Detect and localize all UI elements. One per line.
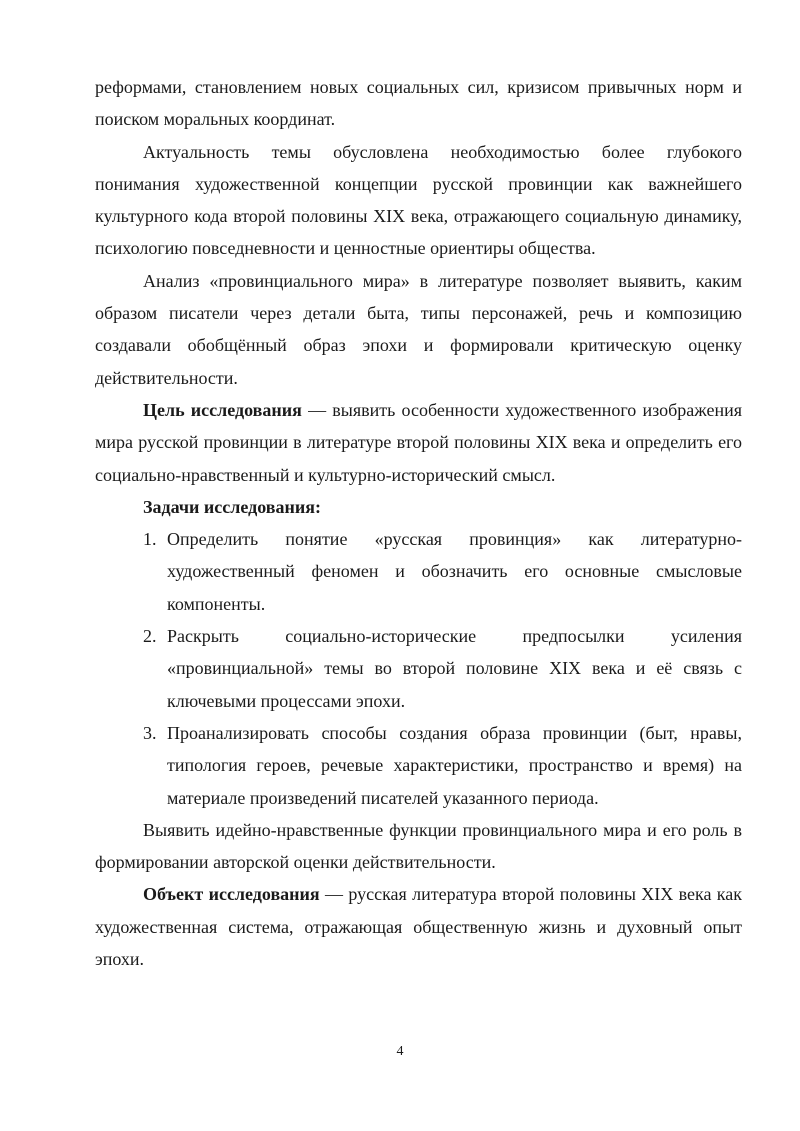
paragraph-continuation: реформами, становлением новых социальных сил, кризисом привычных норм и поиском моральных координат. xyxy=(95,77,742,130)
list-item xyxy=(95,523,742,620)
tasks-list xyxy=(95,523,742,814)
list-item xyxy=(95,620,742,717)
goal-label: Цель исследования xyxy=(143,399,302,420)
list-item-text: Раскрыть социально-исторические предпосылки усиления «провинциальной» темы во второй половине XIX века и её связь с ключевыми процессами эпохи. xyxy=(167,626,742,711)
list-item-number: 1. xyxy=(143,529,157,550)
list-item xyxy=(95,717,742,814)
tasks-heading: Задачи исследования: xyxy=(143,496,321,517)
list-item-number: 2. xyxy=(143,626,157,647)
paragraph-goal xyxy=(95,394,742,491)
object-text: — русская литература второй половины XIX века как художественная система, отражающая общественную жизнь и духовный опыт эпохи. xyxy=(95,884,743,970)
list-item-text: Определить понятие «русская провинция» как литературно-художественный феномен и обозначить его основные смысловые компоненты. xyxy=(167,529,742,614)
paragraph-analysis: Анализ «провинциального мира» в литературе позволяет выявить, каким образом писатели через детали быта, типы персонажей, речь и композицию создавали обобщённый образ эпохи и формировали критическую оценку действительности. xyxy=(95,270,742,388)
page-number: 4 xyxy=(396,1044,404,1059)
paragraph-extra-task: Выявить идейно-нравственные функции провинциального мира и его роль в формировании авторской оценки действительности. xyxy=(95,819,742,873)
object-label: Объект исследования xyxy=(143,884,320,905)
goal-text: — выявить особенности художественного изображения мира русской провинции в литературе второй половины XIX века и определить его социально-нравственный и культурно-исторический смысл. xyxy=(95,399,742,485)
list-item-number: 3. xyxy=(143,722,157,743)
paragraph-relevance: Актуальность темы обусловлена необходимостью более глубокого понимания художественной концепции русской провинции как важнейшего культурного кода второй половины XIX века, отражающего социальную динамику, психологию повседневности и ценностные ориентиры общества. xyxy=(95,141,742,259)
list-item-text: Проанализировать способы создания образа провинции (быт, нравы, типология героев, речевые характеристики, пространство и время) на материале произведений писателей указанного периода. xyxy=(167,722,742,808)
paragraph-object xyxy=(95,878,742,975)
